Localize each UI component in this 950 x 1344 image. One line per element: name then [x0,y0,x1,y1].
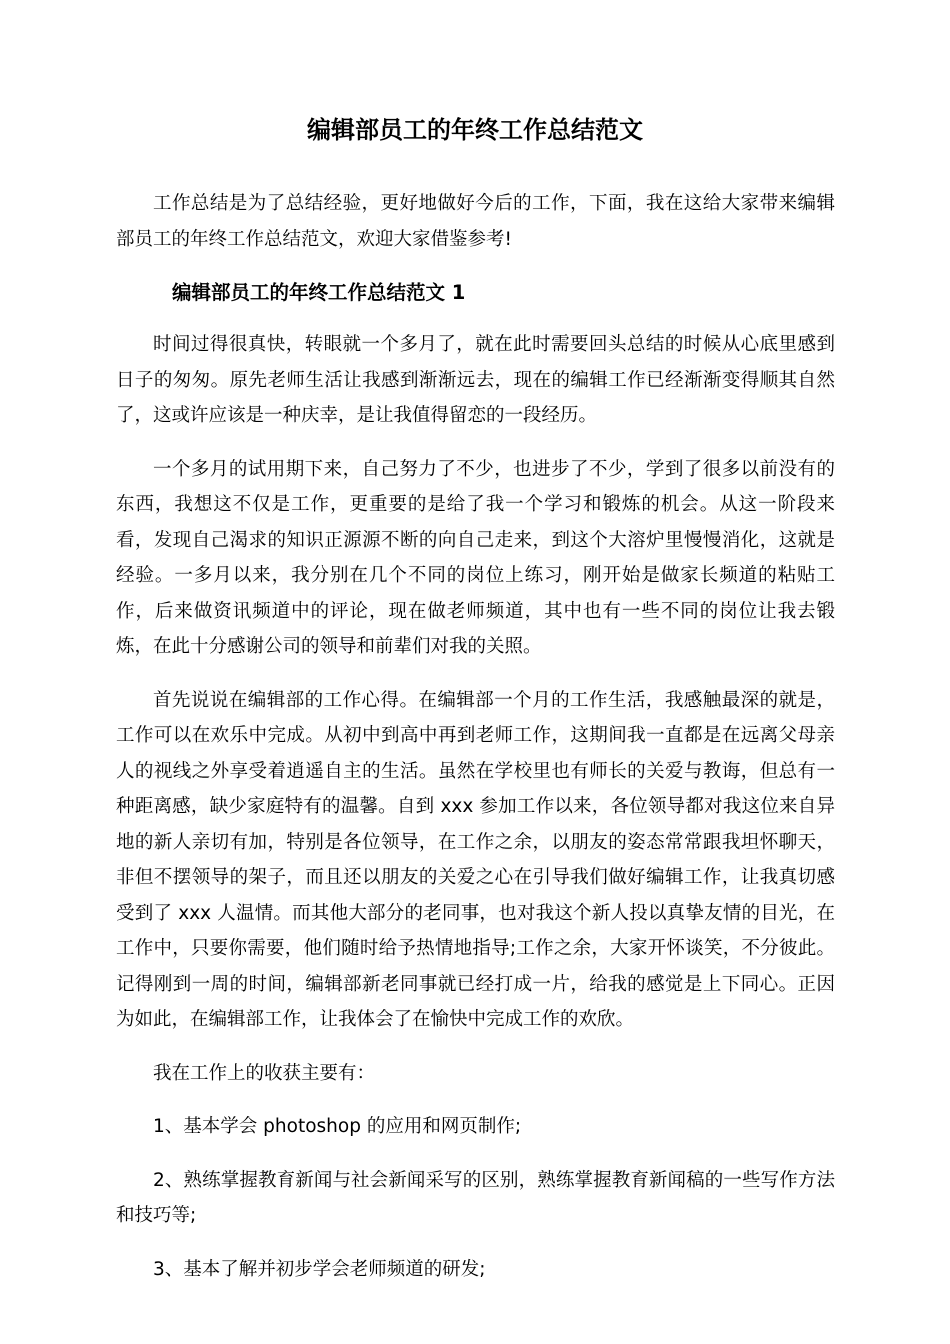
body-paragraph: 一个多月的试用期下来，自己努力了不少，也进步了不少，学到了很多以前没有的东西，我想这不仅是工作，更重要的是给了我一个学习和锻炼的机会。从这一阶段来看，发现自己渴求的知识正源源不断的向自己走来，到这个大溶炉里慢慢消化，这就是经验。一多月以来，我分别在几个不同的岗位上练习，刚开始是做家长频道的粘贴工作，后来做资讯频道中的评论，现在做老师频道，其中也有一些不同的岗位让我去锻炼，在此十分感谢公司的领导和前辈们对我的关照。 [116,458,835,657]
body-paragraph: 首先说说在编辑部的工作心得。在编辑部一个月的工作生活，我感触最深的就是，工作可以在欢乐中完成。从初中到高中再到老师工作，这期间我一直都是在远离父母亲人的视线之外享受着逍遥自主的生活。虽然在学校里也有师长的关爱与教诲，但总有一种距离感，缺少家庭特有的温馨。自到 xxx 参加工作以来，各位领导都对我这位来自异地的新人亲切有加，特别是各位领导，在工作之余，以朋友的姿态常常跟我坦怀聊天，非但不摆领导的架子，而且还以朋友的关爱之心在引导我们做好编辑工作，让我真切感受到了 xxx 人温情。而其他大部分的老同事，也对我这个新人投以真挚友情的目光，在工作中，只要你需要，他们随时给予热情地指导;工作之余，大家开怀谈笑，不分彼此。记得刚到一周的时间，编辑部新老同事就已经打成一片，给我的感觉是上下同心。正因为如此，在编辑部工作，让我体会了在愉快中完成工作的欢欣。 [116,689,835,1030]
gain-item-3: 3、基本了解并初步学会老师频道的研发; [153,1258,486,1280]
gain-item-2: 2、熟练掌握教育新闻与社会新闻采写的区别，熟练掌握教育新闻稿的一些写作方法和技巧等; [116,1169,835,1226]
gain-item-1: 1、基本学会 photoshop 的应用和网页制作; [153,1116,522,1137]
document-title: 编辑部员工的年终工作总结范文 [307,116,643,144]
gains-intro-paragraph: 我在工作上的收获主要有： [153,1062,376,1084]
section-heading: 编辑部员工的年终工作总结范文 1 [172,281,466,304]
document-body [116,186,835,1305]
body-paragraph: 时间过得很真快，转眼就一个多月了，就在此时需要回头总结的时候从心底里感到日子的匆匆。原先老师生活让我感到渐渐远去，现在的编辑工作已经渐渐变得顺其自然了，这或许应该是一种庆幸，是让我值得留恋的一段经历。 [116,334,835,426]
intro-paragraph: 工作总结是为了总结经验，更好地做好今后的工作，下面，我在这给大家带来编辑部员工的年终工作总结范文，欢迎大家借鉴参考! [116,193,835,250]
